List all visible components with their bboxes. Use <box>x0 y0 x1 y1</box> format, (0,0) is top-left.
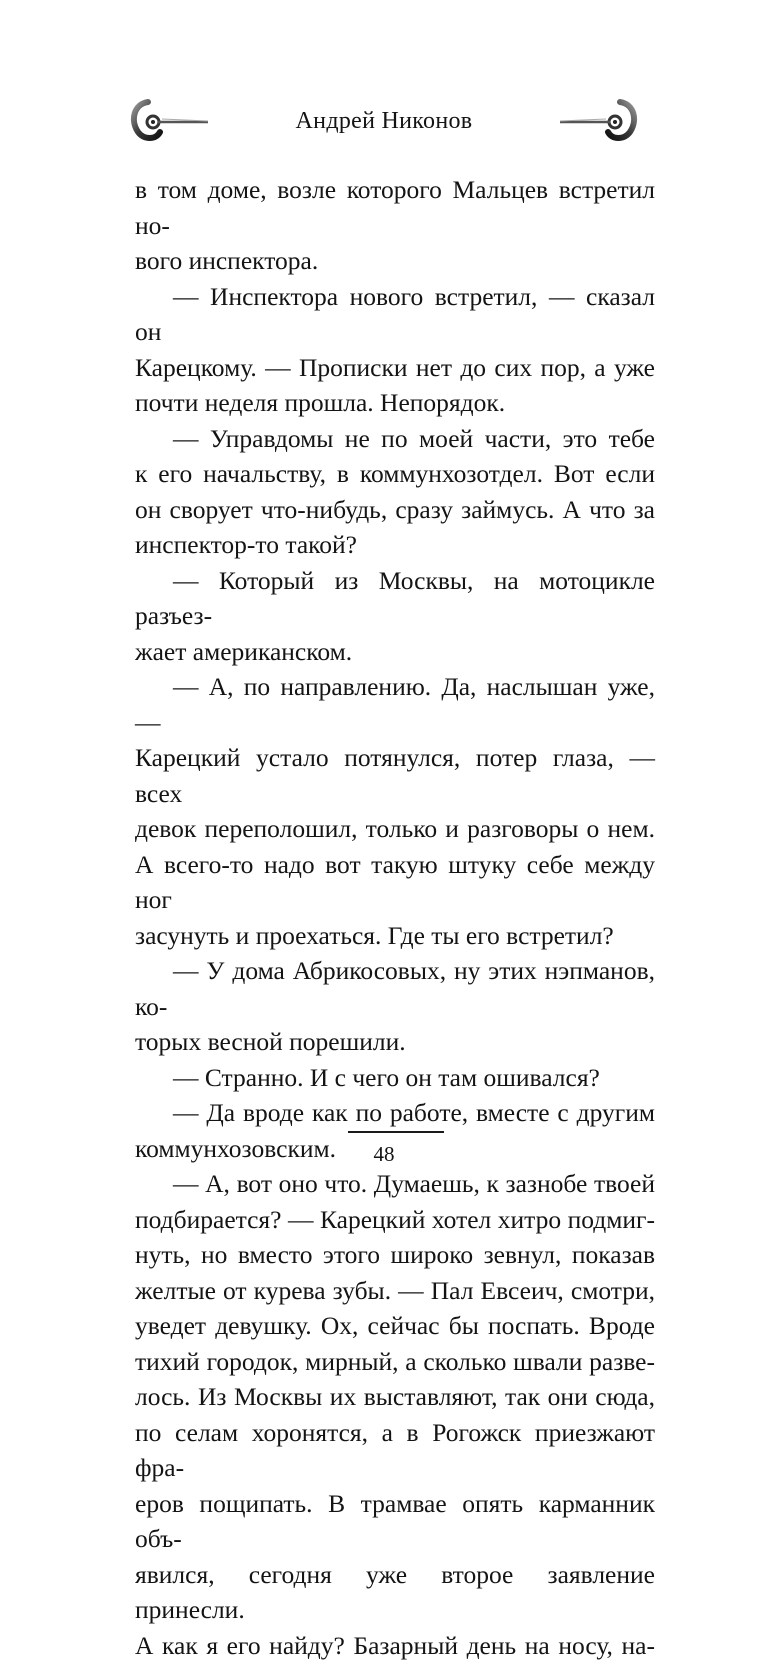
text-line: — Странно. И с чего он там ошивался? <box>135 1060 655 1096</box>
text-line: нуть, но вместо этого широко зевнул, показав <box>135 1237 655 1273</box>
text-line: — А, по направлению. Да, наслышан уже, — <box>135 669 655 740</box>
text-line: уведет девушку. Ох, сейчас бы поспать. Вроде <box>135 1308 655 1344</box>
text-line: еров пощипать. В трамвае опять карманник объ- <box>135 1486 655 1557</box>
text-line: к его начальству, в коммунхозотдел. Вот если <box>135 456 655 492</box>
text-line: Карецкому. — Прописки нет до сих пор, а уже <box>135 350 655 386</box>
text-line: почти неделя прошла. Непорядок. <box>135 385 655 421</box>
running-header <box>0 90 768 160</box>
folio-rule <box>348 1131 444 1133</box>
text-line: коммунхозовским. <box>135 1131 655 1167</box>
text-line: — Который из Москвы, на мотоцикле разъез- <box>135 563 655 634</box>
text-line: он сворует что-нибудь, сразу займусь. А что за <box>135 492 655 528</box>
text-line: — Инспектора нового встретил, — сказал он <box>135 279 655 350</box>
text-line: А всего-то надо вот такую штуку себе между ног <box>135 847 655 918</box>
text-line: — Управдомы не по моей части, это тебе <box>135 421 655 457</box>
text-line: — Да вроде как по работе, вместе с другим <box>135 1095 655 1131</box>
text-line: тихий городок, мирный, а сколько швали разве- <box>135 1344 655 1380</box>
text-line: засунуть и проехаться. Где ты его встретил? <box>135 918 655 954</box>
text-line: торых весной порешили. <box>135 1024 655 1060</box>
text-line: девок переполошил, только и разговоры о нем. <box>135 811 655 847</box>
text-line: в том доме, возле которого Мальцев встретил но- <box>135 172 655 243</box>
body-text <box>135 172 655 1663</box>
text-line: желтые от курева зубы. — Пал Евсеич, смотри, <box>135 1273 655 1309</box>
page-number: 48 <box>0 1142 768 1167</box>
swirl-ornament-icon <box>560 90 640 150</box>
text-line: по селам хоронятся, а в Рогожск приезжают фра- <box>135 1415 655 1486</box>
text-line: инспектор-то такой? <box>135 527 655 563</box>
text-line: лось. Из Москвы их выставляют, так они сюда, <box>135 1379 655 1415</box>
text-line: явился, сегодня уже второе заявление принесли. <box>135 1557 655 1628</box>
running-title: Андрей Никонов <box>0 108 768 135</box>
text-line: жает американском. <box>135 634 655 670</box>
text-line: А как я его найду? Базарный день на носу, на- <box>135 1628 655 1663</box>
text-line: вого инспектора. <box>135 243 655 279</box>
text-line: Карецкий устало потянулся, потер глаза, — всех <box>135 740 655 811</box>
text-line: подбирается? — Карецкий хотел хитро подмиг- <box>135 1202 655 1238</box>
text-line: — У дома Абрикосовых, ну этих нэпманов, ко- <box>135 953 655 1024</box>
text-line: — А, вот оно что. Думаешь, к зазнобе твоей <box>135 1166 655 1202</box>
